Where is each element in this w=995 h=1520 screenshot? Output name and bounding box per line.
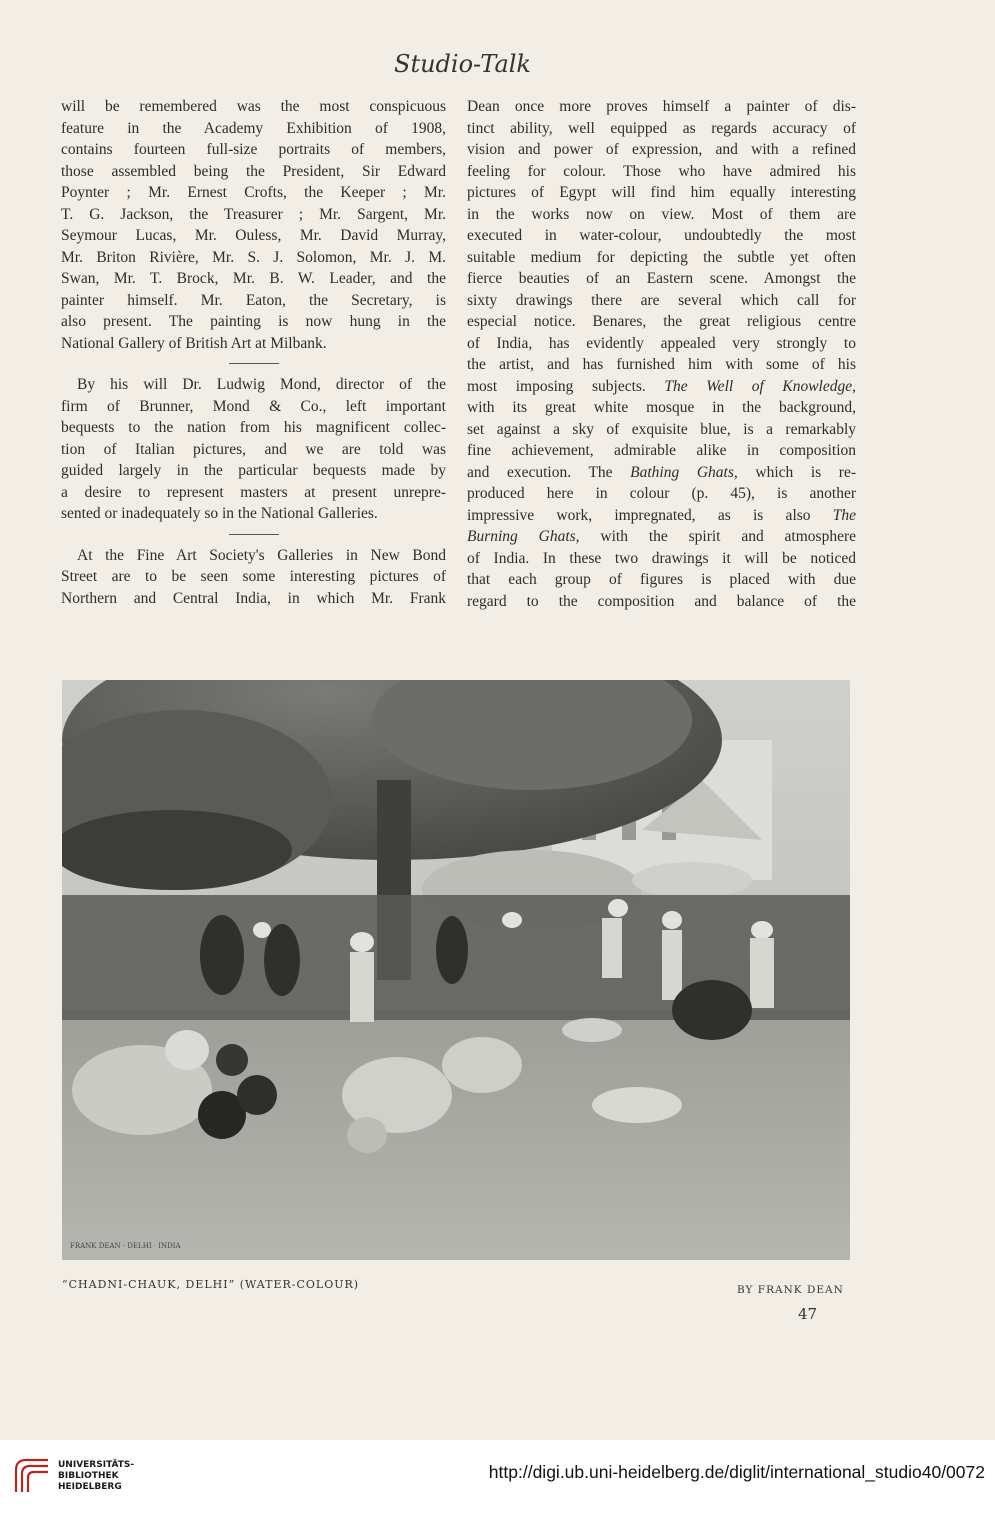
paragraph-mond-bequest <box>61 374 446 525</box>
university-library-logo-icon <box>12 1456 52 1496</box>
text-line: Mr. Briton Rivière, Mr. S. J. Solomon, Mr. J. M. <box>61 248 446 266</box>
text-line: National Gallery of British Art at Milbank. <box>61 334 327 352</box>
text-line: in the works now on view. Most of them are <box>467 205 856 223</box>
text-line: contains fourteen full-size portraits of members, <box>61 141 446 158</box>
artwork-title-bathing-ghats: Bathing Ghats, <box>630 463 738 481</box>
text-line: set against a sky of exquisite blue, is a remarkably <box>467 420 856 438</box>
paragraph-fine-art-society <box>61 545 446 610</box>
text-line: painter himself. Mr. Eaton, the Secretary, is <box>61 291 446 309</box>
text-line: also present. The painting is now hung in the <box>61 313 446 330</box>
text-line: Dean once more proves himself a painter of dis- <box>467 98 856 115</box>
text-line: Swan, Mr. T. Brock, Mr. B. W. Leader, and the <box>61 270 446 287</box>
text-line <box>467 376 856 398</box>
source-url-link[interactable]: http://digi.ub.uni-heidelberg.de/diglit/international_studio40/0072 <box>488 1462 985 1482</box>
left-column <box>61 96 446 609</box>
text-line: T. G. Jackson, the Treasurer ; Mr. Sargent, Mr. <box>61 205 446 223</box>
text-line: regard to the composition and balance of the <box>467 592 856 610</box>
text-line: those assembled being the President, Sir Edward <box>61 162 446 180</box>
right-column <box>467 96 856 612</box>
text-line: Northern and Central India, in which Mr. Frank <box>61 589 446 607</box>
artwork-title-well-of-knowledge: The Well of Knowledge, <box>664 377 856 395</box>
text-line: especial notice. Benares, the great religious centre <box>467 313 856 330</box>
text-line: feature in the Academy Exhibition of 1908, <box>61 119 446 137</box>
text-line: fierce beauties of an Eastern scene. Amongst the <box>467 270 856 287</box>
figure-caption: “CHADNI-CHAUK, DELHI” (WATER-COLOUR) <box>62 1278 360 1291</box>
text-line: firm of Brunner, Mond & Co., left important <box>61 397 446 415</box>
text-run: most imposing subjects. <box>467 377 665 395</box>
paragraph-academy <box>61 96 446 354</box>
library-name <box>58 1460 134 1493</box>
text-line: At the Fine Art Society's Galleries in New Bond <box>77 546 446 564</box>
page-number: 47 <box>798 1305 818 1323</box>
library-name-line: UNIVERSITÄTS- <box>58 1460 135 1470</box>
text-line: of India, has evidently appealed very strongly to <box>467 334 856 352</box>
library-name-line: HEIDELBERG <box>58 1482 122 1492</box>
painting-chadni-chauk <box>62 680 850 1260</box>
text-line: executed in water-colour, undoubtedly the most <box>467 227 856 244</box>
running-head: Studio-Talk <box>394 50 531 78</box>
text-line: the artist, and has furnished him with some of his <box>467 356 856 373</box>
text-line: tinct ability, well equipped as regards accuracy of <box>467 119 856 137</box>
text-line: bequests to the nation from his magnificent collec- <box>61 419 446 436</box>
text-line: fine achievement, admirable alike in composition <box>467 442 856 459</box>
text-line: Poynter ; Mr. Ernest Crofts, the Keeper ; Mr. <box>61 184 446 201</box>
text-line: sixty drawings there are several which call for <box>467 291 856 309</box>
artwork-title-burning-ghats: Burning Ghats, <box>467 528 580 545</box>
text-line: sented or inadequately so in the National Galleries. <box>61 505 378 522</box>
section-divider <box>229 534 279 535</box>
text-line: that each group of figures is placed with due <box>467 571 856 588</box>
text-line: vision and power of expression, and with a refined <box>467 141 856 158</box>
painter-signature: FRANK DEAN · DELHI · INDIA <box>70 1242 181 1250</box>
text-line: guided largely in the particular bequests made by <box>61 462 446 479</box>
text-line: suitable medium for depicting the subtle yet often <box>467 248 856 266</box>
text-run: which is re- <box>737 463 857 481</box>
text-line <box>467 505 856 527</box>
library-name-line: BIBLIOTHEK <box>58 1471 119 1481</box>
text-line: By his will Dr. Ludwig Mond, director of the <box>77 376 446 393</box>
painting-illustration <box>62 680 850 1260</box>
text-run: impressive work, impregnated, as is also <box>467 506 833 524</box>
text-line: with its great white mosque in the background, <box>467 399 856 416</box>
text-line: a desire to represent masters at present unrepre- <box>61 483 446 501</box>
text-line: will be remembered was the most conspicuous <box>61 98 446 115</box>
text-run: with the spirit and atmosphere <box>579 528 856 545</box>
text-line: pictures of Egypt will find him equally interesting <box>467 184 856 201</box>
artwork-title-burning-ghats-part: The <box>832 506 856 524</box>
text-line: tion of Italian pictures, and we are told was <box>61 440 446 458</box>
text-line: Seymour Lucas, Mr. Ouless, Mr. David Murray, <box>61 227 446 244</box>
text-line: of India. In these two drawings it will be noticed <box>467 549 856 567</box>
text-run: and execution. The <box>467 463 631 481</box>
text-line <box>467 526 856 548</box>
section-divider <box>229 363 279 364</box>
text-line <box>467 462 856 484</box>
text-line: Street are to be seen some interesting pictures of <box>61 568 446 585</box>
figure-credit: BY FRANK DEAN <box>737 1284 844 1296</box>
text-line: feeling for colour. Those who have admired his <box>467 162 856 180</box>
text-line: produced here in colour (p. 45), is another <box>467 485 856 502</box>
